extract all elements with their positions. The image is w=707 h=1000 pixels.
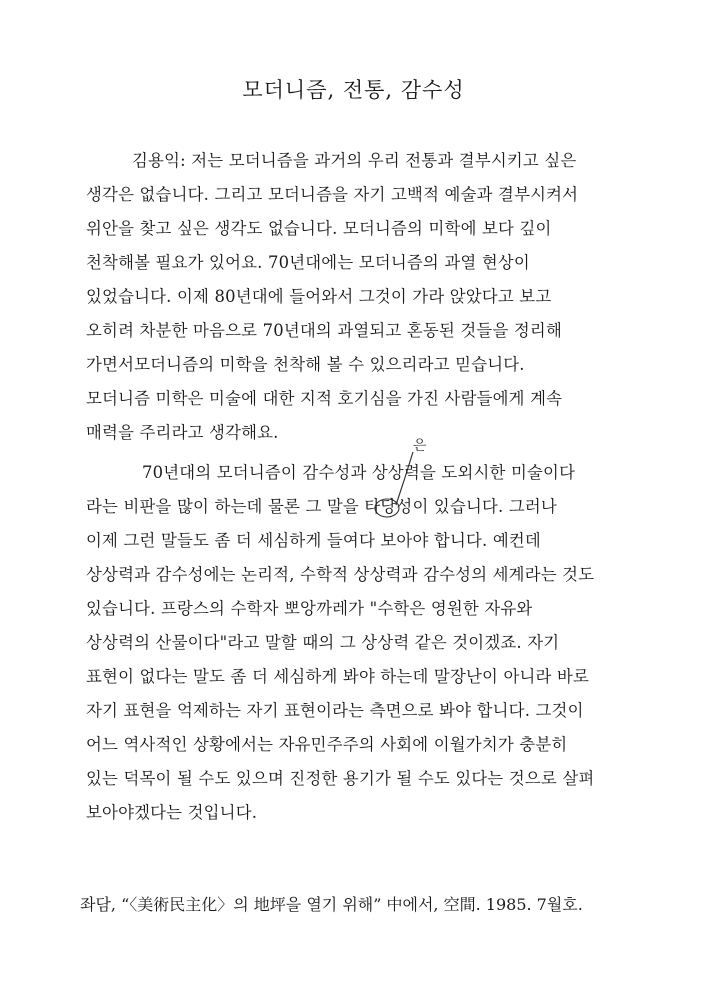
text-line: 있는 덕목이 될 수도 있으며 진정한 용기가 될 수도 있다는 것으로 살펴: [86, 769, 595, 788]
text-line: 생각은 없습니다. 그리고 모더니즘을 자기 고백적 예술과 결부시켜서: [86, 185, 579, 204]
text-line: 천착해볼 필요가 있어요. 70년대에는 모더니즘의 과열 현상이: [86, 253, 530, 272]
text-line: 가면서모더니즘의 미학을 천착해 볼 수 있으리라고 믿습니다.: [86, 355, 525, 374]
text-line: 상상력의 산물이다"라고 말할 때의 그 상상력 같은 것이겠죠. 자기: [86, 633, 560, 652]
text-line: 이제 그런 말들도 좀 더 세심하게 들여다 보아야 합니다. 예컨데: [86, 531, 541, 550]
text-line: 보아야겠다는 것입니다.: [86, 803, 258, 822]
text-line: 오히려 차분한 마음으로 70년대의 과열되고 혼동된 것들을 정리해: [86, 321, 562, 340]
text-line: 표현이 없다는 말도 좀 더 세심하게 봐야 하는데 말장난이 아니라 바로: [86, 667, 590, 686]
text-line: 상상력과 감수성에는 논리적, 수학적 상상력과 감수성의 세계라는 것도: [86, 565, 595, 584]
text-line: 김용익: 저는 모더니즘을 과거의 우리 전통과 결부시키고 싶은: [132, 151, 577, 170]
text-line: 매력을 주리라고 생각해요.: [86, 423, 279, 442]
source-citation: 좌담, “〈美術民主化〉의 地坪을 열기 위해” 中에서, 空間. 1985. 7월호.: [80, 895, 583, 914]
text-line: 있습니다. 프랑스의 수학자 뽀앙까레가 "수학은 영원한 자유와: [86, 599, 533, 618]
text-line: 70년대의 모더니즘이 감수성과 상상력을 도외시한 미술이다: [142, 463, 576, 482]
handwritten-correction: 은: [413, 438, 427, 454]
text-line: 어느 역사적인 상황에서는 자유민주주의 사회에 이월가치가 충분히: [86, 735, 568, 754]
text-line: 라는 비판을 많이 하는데 물론 그 말을 타당성이 있습니다. 그러나: [86, 497, 557, 516]
text-line: 모더니즘 미학은 미술에 대한 지적 호기심을 가진 사람들에게 계속: [86, 389, 563, 408]
page-title: 모더니즘, 전통, 감수성: [242, 78, 465, 102]
text-line: 위안을 찾고 싶은 생각도 없습니다. 모더니즘의 미학에 보다 깊이: [86, 219, 552, 238]
text-line: 있었습니다. 이제 80년대에 들어와서 그것이 가라 앉았다고 보고: [86, 287, 552, 306]
text-line: 자기 표현을 억제하는 자기 표현이라는 측면으로 봐야 합니다. 그것이: [86, 701, 584, 720]
